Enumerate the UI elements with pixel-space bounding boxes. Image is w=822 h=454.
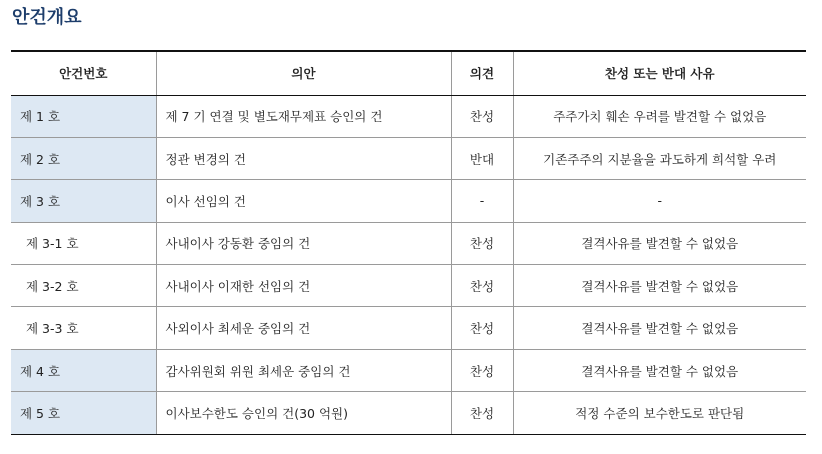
agenda-number-cell: 제 1 호 (11, 95, 156, 137)
agenda-number-cell: 제 3 호 (11, 180, 156, 222)
agenda-title-cell: 제 7 기 연결 및 별도재무제표 승인의 건 (156, 95, 451, 137)
agenda-title-cell: 이사 선임의 건 (156, 180, 451, 222)
agenda-table (11, 50, 806, 435)
table-row (11, 95, 806, 137)
reason-cell: 결격사유를 발견할 수 없었음 (513, 349, 806, 391)
table-row (11, 222, 806, 264)
header-reason: 찬성 또는 반대 사유 (513, 51, 806, 95)
agenda-number-cell: 제 5 호 (11, 392, 156, 434)
table-row (11, 137, 806, 179)
table-row (11, 265, 806, 307)
reason-cell: - (513, 180, 806, 222)
header-agenda-number: 안건번호 (11, 51, 156, 95)
opinion-cell: 찬성 (451, 349, 513, 391)
page-title: 안건개요 (12, 7, 82, 28)
reason-cell: 적정 수준의 보수한도로 판단됨 (513, 392, 806, 434)
reason-cell: 기존주주의 지분율을 과도하게 희석할 우려 (513, 137, 806, 179)
table-row (11, 180, 806, 222)
table-header-row (11, 51, 806, 95)
agenda-title-cell: 정관 변경의 건 (156, 137, 451, 179)
agenda-number-cell: 제 3-3 호 (11, 307, 156, 349)
opinion-cell: 반대 (451, 137, 513, 179)
header-opinion: 의견 (451, 51, 513, 95)
opinion-cell: - (451, 180, 513, 222)
agenda-title-cell: 사내이사 강동환 중임의 건 (156, 222, 451, 264)
agenda-number-cell: 제 3-1 호 (11, 222, 156, 264)
opinion-cell: 찬성 (451, 392, 513, 434)
agenda-number-cell: 제 4 호 (11, 349, 156, 391)
table-row (11, 392, 806, 434)
header-agenda-title: 의안 (156, 51, 451, 95)
reason-cell: 결격사유를 발견할 수 없었음 (513, 222, 806, 264)
agenda-title-cell: 사외이사 최세운 중임의 건 (156, 307, 451, 349)
agenda-title-cell: 사내이사 이재한 선임의 건 (156, 265, 451, 307)
reason-cell: 결격사유를 발견할 수 없었음 (513, 265, 806, 307)
reason-cell: 결격사유를 발견할 수 없었음 (513, 307, 806, 349)
table-row (11, 307, 806, 349)
agenda-title-cell: 이사보수한도 승인의 건(30 억원) (156, 392, 451, 434)
agenda-title-cell: 감사위원회 위원 최세운 중임의 건 (156, 349, 451, 391)
opinion-cell: 찬성 (451, 95, 513, 137)
agenda-number-cell: 제 3-2 호 (11, 265, 156, 307)
opinion-cell: 찬성 (451, 307, 513, 349)
agenda-number-cell: 제 2 호 (11, 137, 156, 179)
reason-cell: 주주가치 훼손 우려를 발견할 수 없었음 (513, 95, 806, 137)
opinion-cell: 찬성 (451, 265, 513, 307)
table-row (11, 349, 806, 391)
opinion-cell: 찬성 (451, 222, 513, 264)
